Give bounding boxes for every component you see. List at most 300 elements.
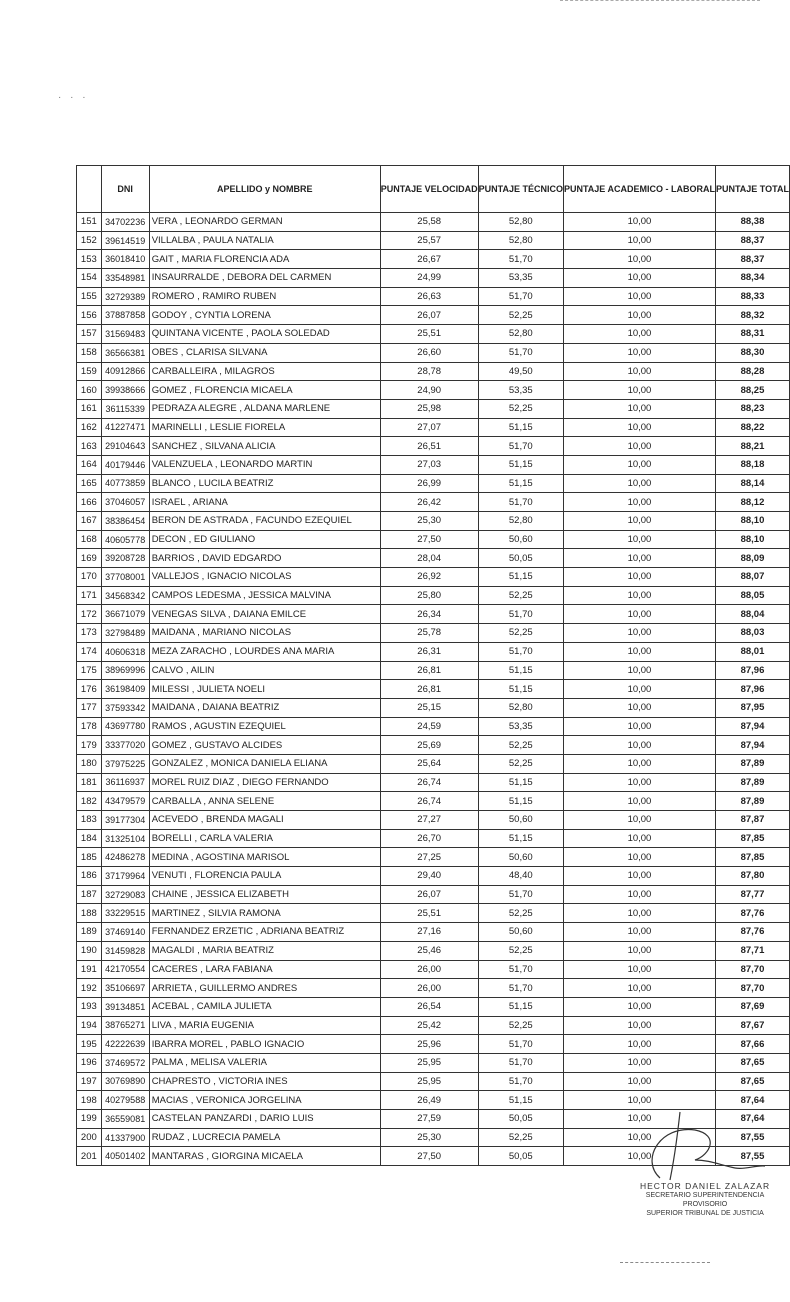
academico-cell: 10,00 (563, 549, 715, 568)
row-number: 196 (77, 1053, 102, 1072)
name-cell: ROMERO , RAMIRO RUBEN (149, 287, 380, 306)
row-number: 159 (77, 362, 102, 381)
scan-artifact-line (620, 1262, 710, 1263)
tecnico-cell: 51,15 (478, 418, 563, 437)
name-cell: CALVO , AILIN (149, 661, 380, 680)
stamp-line1: SECRETARIO SUPERINTENDENCIA (645, 1192, 765, 1199)
total-cell: 87,55 (715, 1147, 789, 1166)
tecnico-cell: 53,35 (478, 717, 563, 736)
row-number: 152 (77, 231, 102, 250)
table-row (77, 306, 790, 325)
dni-cell: 37593342 (101, 698, 149, 717)
name-cell: IBARRA MOREL , PABLO IGNACIO (149, 1035, 380, 1054)
academico-cell: 10,00 (563, 1091, 715, 1110)
tecnico-cell: 51,15 (478, 455, 563, 474)
total-cell: 88,37 (715, 231, 789, 250)
row-number: 153 (77, 250, 102, 269)
academico-cell: 10,00 (563, 437, 715, 456)
total-cell: 88,28 (715, 362, 789, 381)
name-cell: RAMOS , AGUSTIN EZEQUIEL (149, 717, 380, 736)
velocidad-cell: 25,46 (380, 941, 478, 960)
tecnico-cell: 51,15 (478, 661, 563, 680)
name-cell: GODOY , CYNTIA LORENA (149, 306, 380, 325)
total-cell: 87,65 (715, 1053, 789, 1072)
header-num (77, 166, 102, 213)
tecnico-cell: 51,70 (478, 493, 563, 512)
velocidad-cell: 27,16 (380, 923, 478, 942)
total-cell: 87,96 (715, 680, 789, 699)
dni-cell: 29104643 (101, 437, 149, 456)
row-number: 158 (77, 343, 102, 362)
row-number: 183 (77, 811, 102, 830)
table-row (77, 885, 790, 904)
dni-cell: 34702236 (101, 213, 149, 232)
academico-cell: 10,00 (563, 586, 715, 605)
total-cell: 88,03 (715, 624, 789, 643)
dni-cell: 40279588 (101, 1091, 149, 1110)
table-row (77, 287, 790, 306)
table-row (77, 867, 790, 886)
total-cell: 88,23 (715, 399, 789, 418)
row-number: 171 (77, 586, 102, 605)
row-number: 155 (77, 287, 102, 306)
total-cell: 87,76 (715, 904, 789, 923)
row-number: 151 (77, 213, 102, 232)
dni-cell: 40501402 (101, 1147, 149, 1166)
velocidad-cell: 25,30 (380, 512, 478, 531)
velocidad-cell: 26,74 (380, 792, 478, 811)
tecnico-cell: 50,60 (478, 848, 563, 867)
tecnico-cell: 52,25 (478, 754, 563, 773)
tecnico-cell: 50,60 (478, 811, 563, 830)
academico-cell: 10,00 (563, 661, 715, 680)
name-cell: GAIT , MARIA FLORENCIA ADA (149, 250, 380, 269)
row-number: 160 (77, 381, 102, 400)
name-cell: VENUTI , FLORENCIA PAULA (149, 867, 380, 886)
row-number: 156 (77, 306, 102, 325)
table-row (77, 960, 790, 979)
name-cell: ACEBAL , CAMILA JULIETA (149, 997, 380, 1016)
total-cell: 88,01 (715, 642, 789, 661)
name-cell: VERA , LEONARDO GERMAN (149, 213, 380, 232)
academico-cell: 10,00 (563, 362, 715, 381)
velocidad-cell: 25,42 (380, 1016, 478, 1035)
velocidad-cell: 25,51 (380, 904, 478, 923)
row-number: 164 (77, 455, 102, 474)
total-cell: 87,85 (715, 848, 789, 867)
name-cell: VILLALBA , PAULA NATALIA (149, 231, 380, 250)
name-cell: MAIDANA , MARIANO NICOLAS (149, 624, 380, 643)
academico-cell: 10,00 (563, 213, 715, 232)
academico-cell: 10,00 (563, 941, 715, 960)
tecnico-cell: 51,70 (478, 1035, 563, 1054)
tecnico-cell: 51,70 (478, 605, 563, 624)
row-number: 181 (77, 773, 102, 792)
table-row (77, 586, 790, 605)
total-cell: 88,12 (715, 493, 789, 512)
name-cell: OBES , CLARISA SILVANA (149, 343, 380, 362)
dni-cell: 39208728 (101, 549, 149, 568)
name-cell: GOMEZ , GUSTAVO ALCIDES (149, 736, 380, 755)
row-number: 173 (77, 624, 102, 643)
velocidad-cell: 25,95 (380, 1072, 478, 1091)
row-number: 185 (77, 848, 102, 867)
academico-cell: 10,00 (563, 287, 715, 306)
row-number: 190 (77, 941, 102, 960)
velocidad-cell: 25,64 (380, 754, 478, 773)
dni-cell: 37975225 (101, 754, 149, 773)
velocidad-cell: 25,51 (380, 325, 478, 344)
academico-cell: 10,00 (563, 455, 715, 474)
velocidad-cell: 25,15 (380, 698, 478, 717)
header-dni: DNI (101, 166, 149, 213)
row-number: 166 (77, 493, 102, 512)
academico-cell: 10,00 (563, 717, 715, 736)
academico-cell: 10,00 (563, 343, 715, 362)
row-number: 180 (77, 754, 102, 773)
name-cell: MILESSI , JULIETA NOELI (149, 680, 380, 699)
table-header-row (77, 166, 790, 213)
velocidad-cell: 25,80 (380, 586, 478, 605)
row-number: 201 (77, 1147, 102, 1166)
tecnico-cell: 52,80 (478, 698, 563, 717)
name-cell: CHAPRESTO , VICTORIA INES (149, 1072, 380, 1091)
academico-cell: 10,00 (563, 848, 715, 867)
table-row (77, 549, 790, 568)
table-row (77, 661, 790, 680)
row-number: 193 (77, 997, 102, 1016)
velocidad-cell: 27,59 (380, 1110, 478, 1129)
tecnico-cell: 51,70 (478, 287, 563, 306)
academico-cell: 10,00 (563, 773, 715, 792)
row-number: 191 (77, 960, 102, 979)
row-number: 176 (77, 680, 102, 699)
velocidad-cell: 25,95 (380, 1053, 478, 1072)
dni-cell: 40606318 (101, 642, 149, 661)
total-cell: 87,89 (715, 792, 789, 811)
total-cell: 87,64 (715, 1110, 789, 1129)
total-cell: 87,70 (715, 979, 789, 998)
stamp-line3: SUPERIOR TRIBUNAL DE JUSTICIA (646, 1210, 764, 1217)
name-cell: VENEGAS SILVA , DAIANA EMILCE (149, 605, 380, 624)
stamp-line2: PROVISORIO (682, 1201, 728, 1208)
tecnico-cell: 48,40 (478, 867, 563, 886)
table-row (77, 1035, 790, 1054)
dni-cell: 39177304 (101, 811, 149, 830)
tecnico-cell: 51,15 (478, 474, 563, 493)
header-velocidad: PUNTAJE VELOCIDAD (380, 166, 478, 213)
row-number: 162 (77, 418, 102, 437)
velocidad-cell: 24,90 (380, 381, 478, 400)
academico-cell: 10,00 (563, 736, 715, 755)
name-cell: SANCHEZ , SILVANA ALICIA (149, 437, 380, 456)
total-cell: 88,38 (715, 213, 789, 232)
name-cell: ACEVEDO , BRENDA MAGALI (149, 811, 380, 830)
academico-cell: 10,00 (563, 474, 715, 493)
academico-cell: 10,00 (563, 867, 715, 886)
name-cell: FERNANDEZ ERZETIC , ADRIANA BEATRIZ (149, 923, 380, 942)
academico-cell: 10,00 (563, 399, 715, 418)
dni-cell: 36566381 (101, 343, 149, 362)
velocidad-cell: 25,30 (380, 1128, 478, 1147)
velocidad-cell: 26,74 (380, 773, 478, 792)
total-cell: 88,14 (715, 474, 789, 493)
name-cell: DECON , ED GIULIANO (149, 530, 380, 549)
velocidad-cell: 26,63 (380, 287, 478, 306)
dni-cell: 42170554 (101, 960, 149, 979)
name-cell: GONZALEZ , MONICA DANIELA ELIANA (149, 754, 380, 773)
dni-cell: 32798489 (101, 624, 149, 643)
academico-cell: 10,00 (563, 493, 715, 512)
name-cell: CAMPOS LEDESMA , JESSICA MALVINA (149, 586, 380, 605)
table-row (77, 624, 790, 643)
row-number: 199 (77, 1110, 102, 1129)
velocidad-cell: 24,99 (380, 269, 478, 288)
row-number: 163 (77, 437, 102, 456)
total-cell: 88,18 (715, 455, 789, 474)
academico-cell: 10,00 (563, 792, 715, 811)
name-cell: CACERES , LARA FABIANA (149, 960, 380, 979)
name-cell: MACIAS , VERONICA JORGELINA (149, 1091, 380, 1110)
name-cell: MEDINA , AGOSTINA MARISOL (149, 848, 380, 867)
tecnico-cell: 51,70 (478, 885, 563, 904)
row-number: 195 (77, 1035, 102, 1054)
academico-cell: 10,00 (563, 904, 715, 923)
velocidad-cell: 26,31 (380, 642, 478, 661)
total-cell: 88,10 (715, 512, 789, 531)
dni-cell: 32729389 (101, 287, 149, 306)
row-number: 172 (77, 605, 102, 624)
table-row (77, 418, 790, 437)
total-cell: 87,67 (715, 1016, 789, 1035)
dni-cell: 38386454 (101, 512, 149, 531)
dni-cell: 33377020 (101, 736, 149, 755)
header-name: APELLIDO y NOMBRE (149, 166, 380, 213)
velocidad-cell: 27,25 (380, 848, 478, 867)
total-cell: 87,89 (715, 754, 789, 773)
tecnico-cell: 51,15 (478, 829, 563, 848)
dni-cell: 36018410 (101, 250, 149, 269)
total-cell: 87,77 (715, 885, 789, 904)
scan-artifact-dots: · · · (58, 92, 89, 103)
dni-cell: 31459828 (101, 941, 149, 960)
dni-cell: 40605778 (101, 530, 149, 549)
row-number: 177 (77, 698, 102, 717)
total-cell: 87,87 (715, 811, 789, 830)
name-cell: CARBALLA , ANNA SELENE (149, 792, 380, 811)
velocidad-cell: 26,07 (380, 306, 478, 325)
total-cell: 88,05 (715, 586, 789, 605)
tecnico-cell: 52,80 (478, 213, 563, 232)
name-cell: CASTELAN PANZARDI , DARIO LUIS (149, 1110, 380, 1129)
velocidad-cell: 26,92 (380, 568, 478, 587)
dni-cell: 43479579 (101, 792, 149, 811)
total-cell: 87,96 (715, 661, 789, 680)
velocidad-cell: 26,00 (380, 979, 478, 998)
tecnico-cell: 52,25 (478, 306, 563, 325)
velocidad-cell: 24,59 (380, 717, 478, 736)
dni-cell: 33229515 (101, 904, 149, 923)
name-cell: VALLEJOS , IGNACIO NICOLAS (149, 568, 380, 587)
tecnico-cell: 51,70 (478, 437, 563, 456)
total-cell: 87,80 (715, 867, 789, 886)
academico-cell: 10,00 (563, 1072, 715, 1091)
row-number: 161 (77, 399, 102, 418)
academico-cell: 10,00 (563, 885, 715, 904)
academico-cell: 10,00 (563, 1035, 715, 1054)
velocidad-cell: 28,04 (380, 549, 478, 568)
tecnico-cell: 51,15 (478, 997, 563, 1016)
name-cell: BLANCO , LUCILA BEATRIZ (149, 474, 380, 493)
table-row (77, 680, 790, 699)
header-academico: PUNTAJE ACADEMICO - LABORAL (563, 166, 715, 213)
table-row (77, 923, 790, 942)
dni-cell: 40773859 (101, 474, 149, 493)
tecnico-cell: 49,50 (478, 362, 563, 381)
tecnico-cell: 51,70 (478, 960, 563, 979)
dni-cell: 30769890 (101, 1072, 149, 1091)
name-cell: CHAINE , JESSICA ELIZABETH (149, 885, 380, 904)
academico-cell: 10,00 (563, 1147, 715, 1166)
name-cell: INSAURRALDE , DEBORA DEL CARMEN (149, 269, 380, 288)
name-cell: MANTARAS , GIORGINA MICAELA (149, 1147, 380, 1166)
tecnico-cell: 52,80 (478, 325, 563, 344)
name-cell: BARRIOS , DAVID EDGARDO (149, 549, 380, 568)
row-number: 154 (77, 269, 102, 288)
row-number: 188 (77, 904, 102, 923)
row-number: 192 (77, 979, 102, 998)
total-cell: 87,71 (715, 941, 789, 960)
academico-cell: 10,00 (563, 642, 715, 661)
velocidad-cell: 25,57 (380, 231, 478, 250)
dni-cell: 37046057 (101, 493, 149, 512)
tecnico-cell: 50,05 (478, 1147, 563, 1166)
tecnico-cell: 51,15 (478, 773, 563, 792)
table-row (77, 605, 790, 624)
table-row (77, 437, 790, 456)
total-cell: 87,76 (715, 923, 789, 942)
header-tecnico: PUNTAJE TÉCNICO (478, 166, 563, 213)
table-row (77, 568, 790, 587)
table-row (77, 736, 790, 755)
name-cell: BERON DE ASTRADA , FACUNDO EZEQUIEL (149, 512, 380, 531)
dni-cell: 33548981 (101, 269, 149, 288)
stamp-name: HECTOR DANIEL ZALAZAR (640, 1181, 771, 1191)
velocidad-cell: 27,07 (380, 418, 478, 437)
tecnico-cell: 53,35 (478, 381, 563, 400)
total-cell: 87,66 (715, 1035, 789, 1054)
total-cell: 88,22 (715, 418, 789, 437)
dni-cell: 40179446 (101, 455, 149, 474)
row-number: 194 (77, 1016, 102, 1035)
table-row (77, 213, 790, 232)
velocidad-cell: 27,03 (380, 455, 478, 474)
name-cell: CARBALLEIRA , MILAGROS (149, 362, 380, 381)
table-row (77, 530, 790, 549)
tecnico-cell: 50,05 (478, 549, 563, 568)
tecnico-cell: 51,70 (478, 642, 563, 661)
row-number: 175 (77, 661, 102, 680)
total-cell: 87,70 (715, 960, 789, 979)
tecnico-cell: 50,05 (478, 1110, 563, 1129)
tecnico-cell: 53,35 (478, 269, 563, 288)
name-cell: ARRIETA , GUILLERMO ANDRES (149, 979, 380, 998)
velocidad-cell: 26,49 (380, 1091, 478, 1110)
dni-cell: 37469140 (101, 923, 149, 942)
velocidad-cell: 27,50 (380, 1147, 478, 1166)
academico-cell: 10,00 (563, 829, 715, 848)
scan-artifact-line (560, 0, 760, 3)
academico-cell: 10,00 (563, 512, 715, 531)
academico-cell: 10,00 (563, 923, 715, 942)
velocidad-cell: 26,81 (380, 661, 478, 680)
academico-cell: 10,00 (563, 568, 715, 587)
header-total: PUNTAJE TOTAL (715, 166, 789, 213)
total-cell: 87,94 (715, 736, 789, 755)
total-cell: 88,04 (715, 605, 789, 624)
table-row (77, 455, 790, 474)
velocidad-cell: 25,96 (380, 1035, 478, 1054)
total-cell: 88,31 (715, 325, 789, 344)
total-cell: 87,69 (715, 997, 789, 1016)
velocidad-cell: 27,27 (380, 811, 478, 830)
dni-cell: 42486278 (101, 848, 149, 867)
tecnico-cell: 52,25 (478, 624, 563, 643)
dni-cell: 31569483 (101, 325, 149, 344)
table-row (77, 811, 790, 830)
table-row (77, 512, 790, 531)
velocidad-cell: 27,50 (380, 530, 478, 549)
total-cell: 88,09 (715, 549, 789, 568)
tecnico-cell: 52,25 (478, 941, 563, 960)
academico-cell: 10,00 (563, 605, 715, 624)
table-row (77, 754, 790, 773)
academico-cell: 10,00 (563, 231, 715, 250)
tecnico-cell: 51,70 (478, 1072, 563, 1091)
total-cell: 88,32 (715, 306, 789, 325)
table-row (77, 269, 790, 288)
tecnico-cell: 52,25 (478, 586, 563, 605)
velocidad-cell: 25,78 (380, 624, 478, 643)
dni-cell: 43697780 (101, 717, 149, 736)
velocidad-cell: 26,70 (380, 829, 478, 848)
table-row (77, 362, 790, 381)
tecnico-cell: 52,25 (478, 399, 563, 418)
dni-cell: 36559081 (101, 1110, 149, 1129)
row-number: 170 (77, 568, 102, 587)
tecnico-cell: 52,25 (478, 1128, 563, 1147)
name-cell: ISRAEL , ARIANA (149, 493, 380, 512)
dni-cell: 39614519 (101, 231, 149, 250)
dni-cell: 39938666 (101, 381, 149, 400)
academico-cell: 10,00 (563, 250, 715, 269)
velocidad-cell: 26,34 (380, 605, 478, 624)
table-row (77, 773, 790, 792)
academico-cell: 10,00 (563, 381, 715, 400)
academico-cell: 10,00 (563, 1016, 715, 1035)
row-number: 157 (77, 325, 102, 344)
academico-cell: 10,00 (563, 624, 715, 643)
table-row (77, 1016, 790, 1035)
academico-cell: 10,00 (563, 680, 715, 699)
tecnico-cell: 51,70 (478, 343, 563, 362)
total-cell: 88,37 (715, 250, 789, 269)
total-cell: 88,25 (715, 381, 789, 400)
velocidad-cell: 26,60 (380, 343, 478, 362)
total-cell: 87,85 (715, 829, 789, 848)
tecnico-cell: 51,15 (478, 1091, 563, 1110)
name-cell: MAIDANA , DAIANA BEATRIZ (149, 698, 380, 717)
